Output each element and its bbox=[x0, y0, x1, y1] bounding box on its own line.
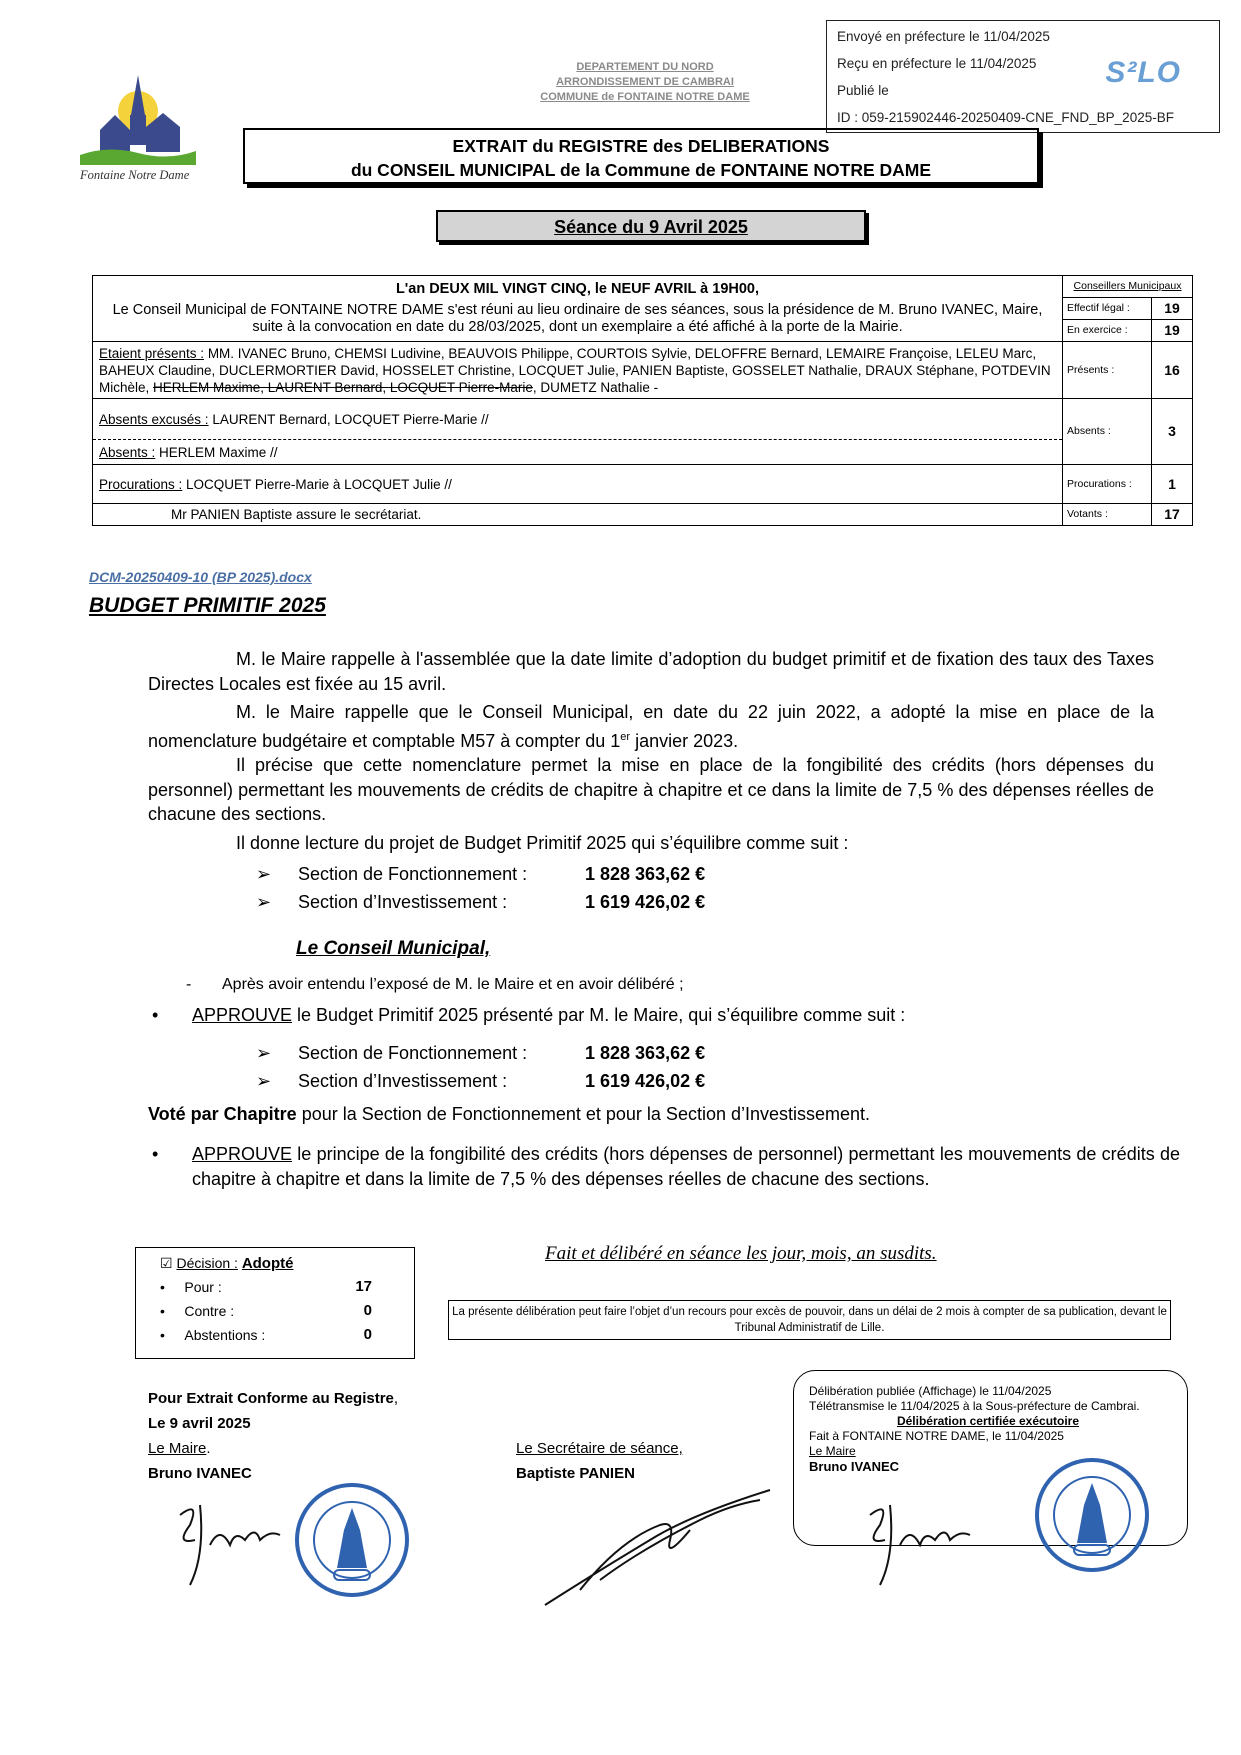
procurations-cell bbox=[93, 465, 1063, 504]
fait-line: Fait et délibéré en séance les jour, mois, an susdits. bbox=[545, 1243, 937, 1264]
section-fonctionnement-2: ➢ Section de Fonctionnement : 1 828 363,62 € bbox=[256, 1043, 706, 1063]
dept-line: DEPARTEMENT DU NORD bbox=[576, 61, 714, 73]
section-investissement-2: ➢ Section d’Investissement : 1 619 426,02 € bbox=[256, 1071, 706, 1091]
approuve-2: APPROUVE le principe de la fongibilité des crédits (hors dépenses de personnel) permettant les mouvements de crédits de chapitre à chapitre et dans la limite de 7,5 % des dépenses réelles de chacune des sections. bbox=[192, 1144, 1180, 1189]
publie-line: Publié le bbox=[837, 83, 889, 98]
abstentions-row: • Abstentions : bbox=[160, 1327, 266, 1343]
intro-cell bbox=[93, 276, 1063, 342]
decision-row: ☑ Décision : Adopté bbox=[160, 1255, 294, 1272]
apres-line: - Après avoir entendu l’exposé de M. le Maire et en avoir délibéré ; bbox=[186, 976, 684, 993]
absents-text: HERLEM Maxime // bbox=[155, 444, 278, 460]
contre-value: 0 bbox=[363, 1302, 372, 1319]
paragraph-4: Il donne lecture du projet de Budget Primitif 2025 qui s’équilibre comme suit : bbox=[236, 833, 849, 853]
absents-title: Absents : bbox=[99, 444, 156, 460]
intro-text: Le Conseil Municipal de FONTAINE NOTRE DAME s'est réuni au lieu ordinaire de ses séances, sous la présidence de M. Bruno IVANEC, Maire, suite à la convocation en date du 28/03/2025, dont un exemplaire a été affiché à la porte de la Mairie. bbox=[112, 302, 1043, 335]
town-logo-icon bbox=[78, 70, 196, 180]
department-header bbox=[520, 60, 770, 105]
mairie-stamp-icon-1 bbox=[292, 1480, 412, 1600]
presents-end: , DUMETZ Nathalie - bbox=[532, 379, 659, 395]
approuve-1: • APPROUVE le Budget Primitif 2025 présenté par M. le Maire, qui s’équilibre comme suit : bbox=[152, 1005, 906, 1025]
cert-maire-label: Le Maire bbox=[809, 1444, 856, 1458]
date-line: L'an DEUX MIL VINGT CINQ, le NEUF AVRIL à 19H00, bbox=[395, 281, 760, 297]
presents-label: Présents : bbox=[1063, 342, 1152, 399]
procurations-title: Procurations : bbox=[99, 476, 183, 492]
checkbox-icon: ☑ bbox=[160, 1255, 173, 1271]
recu-line: Reçu en préfecture le 11/04/2025 bbox=[837, 56, 1037, 71]
effectif-label: Effectif légal : bbox=[1063, 298, 1152, 320]
teletransmise-line: Télétransmise le 11/04/2025 à la Sous-préfecture de Cambrai. bbox=[809, 1399, 1140, 1413]
excuses-title: Absents excusés : bbox=[99, 411, 209, 427]
title-line-1: EXTRAIT du REGISTRE des DELIBERATIONS bbox=[452, 136, 830, 156]
secretaire-signature-icon bbox=[540, 1480, 780, 1610]
deliberation-title: BUDGET PRIMITIF 2025 bbox=[89, 594, 326, 617]
abstentions-value: 0 bbox=[363, 1326, 372, 1343]
conseillers-header: Conseillers Municipaux bbox=[1063, 276, 1193, 298]
effectif-value: 19 bbox=[1152, 298, 1193, 320]
cert-maire-name: Bruno IVANEC bbox=[809, 1459, 900, 1474]
paragraph-2: M. le Maire rappelle que le Conseil Municipal, en date du 22 juin 2022, a adopté la mise en place de la nomenclature budgétaire et comptable M57 à compter du 1er janvier 2023. bbox=[148, 702, 1154, 751]
logo-caption: Fontaine Notre Dame bbox=[80, 168, 190, 182]
presents-value: 16 bbox=[1152, 342, 1193, 399]
procurations-label: Procurations : bbox=[1063, 465, 1152, 504]
envoye-line: Envoyé en préfecture le 11/04/2025 bbox=[837, 29, 1050, 44]
file-name-link[interactable]: DCM-20250409-10 (BP 2025).docx bbox=[89, 569, 312, 585]
vote-line: Voté par Chapitre pour la Section de Fonctionnement et pour la Section d’Investissement. bbox=[148, 1104, 871, 1124]
paragraph-1: M. le Maire rappelle à l'assemblée que la date limite d’adoption du budget primitif et de fixation des taux des Taxes Directes Locales est fixée au 15 avril. bbox=[148, 649, 1154, 694]
certifiee-line: Délibération certifiée exécutoire bbox=[896, 1414, 1080, 1428]
votants-label: Votants : bbox=[1063, 504, 1152, 526]
excuses-text: LAURENT Bernard, LOCQUET Pierre-Marie // bbox=[208, 411, 489, 427]
decision-box bbox=[135, 1247, 415, 1359]
procurations-text: LOCQUET Pierre-Marie à LOCQUET Julie // bbox=[182, 476, 452, 492]
pour-row: • Pour : bbox=[160, 1279, 222, 1295]
section-fonctionnement-1: ➢ Section de Fonctionnement : 1 828 363,62 € bbox=[256, 864, 706, 884]
section-investissement-1: ➢ Section d’Investissement : 1 619 426,02 € bbox=[256, 892, 706, 912]
s2lo-logo: S²LO bbox=[1105, 56, 1181, 89]
presents-title: Etaient présents : bbox=[99, 345, 205, 361]
prefecture-stamp-box bbox=[826, 20, 1220, 133]
approuve-2-bullet: • bbox=[152, 1144, 159, 1164]
votants-value: 17 bbox=[1152, 504, 1193, 526]
signature-maire-block: Pour Extrait Conforme au Registre, Le 9 avril 2025 Le Maire. Bruno IVANEC bbox=[148, 1390, 399, 1482]
procurations-value: 1 bbox=[1152, 465, 1193, 504]
document-title-box bbox=[243, 128, 1039, 184]
title-line-2: du CONSEIL MUNICIPAL de la Commune de FONTAINE NOTRE DAME bbox=[350, 160, 932, 180]
commune-line: COMMUNE de FONTAINE NOTRE DAME bbox=[540, 91, 750, 103]
secretariat-line: Mr PANIEN Baptiste assure le secrétariat. bbox=[93, 504, 1063, 526]
attendance-table bbox=[92, 275, 1193, 526]
presents-text: MM. IVANEC Bruno, CHEMSI Ludivine, BEAUVOIS Philippe, COURTOIS Sylvie, DELOFFRE Bernard, LEMAIRE Françoise, LELEU Marc, BAHEUX Claudine, DUCLERMORTIER David, HOSSELET Christine, LOCQUET Julie, PANIEN Baptiste, GOSSELET Nathalie, DRAUX Stéphane, POTDEVIN Michèle, bbox=[99, 345, 1051, 395]
seance-title: Séance du 9 Avril 2025 bbox=[436, 210, 866, 242]
publiee-line: Délibération publiée (Affichage) le 11/04/2025 bbox=[809, 1384, 1052, 1398]
contre-row: • Contre : bbox=[160, 1303, 235, 1319]
pour-value: 17 bbox=[355, 1278, 372, 1295]
mairie-stamp-icon-2 bbox=[1032, 1455, 1152, 1575]
id-line: ID : 059-215902446-20250409-CNE_FND_BP_2025-BF bbox=[837, 110, 1174, 125]
cert-fait-line: Fait à FONTAINE NOTRE DAME, le 11/04/2025 bbox=[809, 1429, 1064, 1443]
absents-label: Absents : bbox=[1063, 399, 1152, 465]
exercice-value: 19 bbox=[1152, 320, 1193, 342]
conseil-heading: Le Conseil Municipal, bbox=[296, 938, 491, 959]
arrondissement-line: ARRONDISSEMENT DE CAMBRAI bbox=[556, 76, 734, 88]
recours-notice: La présente délibération peut faire l’objet d’un recours pour excès de pouvoir, dans un délai de 2 mois à compter de sa publication, devant le Tribunal Administratif de Lille. bbox=[448, 1300, 1171, 1340]
absents-cell bbox=[93, 399, 1063, 465]
signature-secretaire-block: Le Secrétaire de séance, Baptiste PANIEN bbox=[516, 1440, 683, 1482]
decision-value: Adopté bbox=[241, 1255, 294, 1272]
absents-value: 3 bbox=[1152, 399, 1193, 465]
exercice-label: En exercice : bbox=[1063, 320, 1152, 342]
maire-signature-icon bbox=[160, 1495, 290, 1590]
cert-maire-signature-icon bbox=[850, 1495, 980, 1590]
paragraph-3: Il précise que cette nomenclature permet la mise en place de la fongibilité des crédits (hors dépenses du personnel) permettant les mouvements de crédits de chapitre à chapitre et ce dans la limite de 7,5 % des dépenses réelles de chacune des sections. bbox=[148, 755, 1154, 824]
presents-struck: HERLEM Maxime, LAURENT Bernard, LOCQUET Pierre-Marie bbox=[153, 379, 533, 395]
presents-cell bbox=[93, 342, 1063, 399]
